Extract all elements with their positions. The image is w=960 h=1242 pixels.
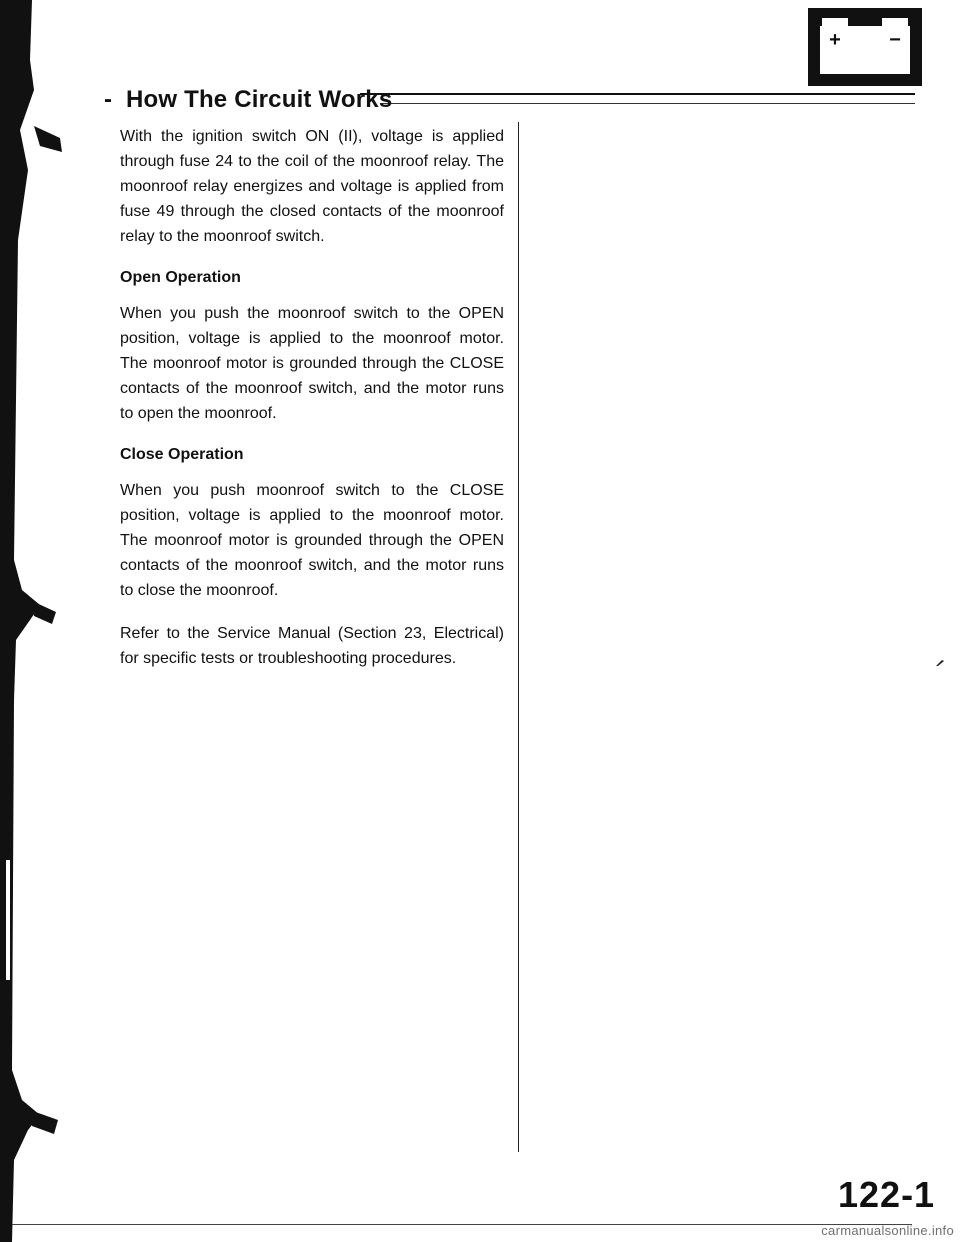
heading-rule-secondary bbox=[380, 103, 915, 104]
battery-plus-minus-icon bbox=[808, 8, 922, 86]
close-operation-paragraph: When you push moonroof switch to the CLOSE position, voltage is applied to the moonroof motor. The moonroof motor is grounded through the OPEN contacts of the moonroof switch, and the motor runs to close the moonroof. bbox=[120, 482, 504, 599]
refer-paragraph: Refer to the Service Manual (Section 23, Electrical) for specific tests or troubleshooting procedures. bbox=[120, 625, 504, 667]
battery-plus-sign: + bbox=[829, 29, 841, 51]
page-number: 122-1 bbox=[838, 1174, 936, 1215]
main-text-column bbox=[120, 124, 504, 689]
scan-speck bbox=[936, 660, 944, 666]
open-operation-heading: Open Operation bbox=[120, 269, 241, 286]
bottom-rule bbox=[12, 1224, 912, 1225]
open-operation-paragraph: When you push the moonroof switch to the OPEN position, voltage is applied to the moonroof motor. The moonroof motor is grounded through the CLOSE contacts of the moonroof switch, and the motor runs to open the moonroof. bbox=[120, 305, 504, 422]
close-operation-heading: Close Operation bbox=[120, 446, 244, 463]
intro-paragraph: With the ignition switch ON (II), voltage is applied through fuse 24 to the coil of the moonroof relay. The moonroof relay energizes and voltage is applied from fuse 49 through the closed contacts of the moonroof relay to the moonroof switch. bbox=[120, 128, 504, 245]
footer-watermark: carmanualsonline.info bbox=[821, 1223, 954, 1238]
heading-dash: - bbox=[104, 86, 113, 113]
binding-edge-marks bbox=[0, 0, 70, 1242]
heading-title: How The Circuit Works bbox=[125, 86, 393, 113]
section-heading bbox=[104, 86, 392, 114]
heading-rule bbox=[360, 93, 915, 95]
column-divider bbox=[518, 122, 519, 1152]
battery-minus-sign: − bbox=[889, 29, 901, 51]
